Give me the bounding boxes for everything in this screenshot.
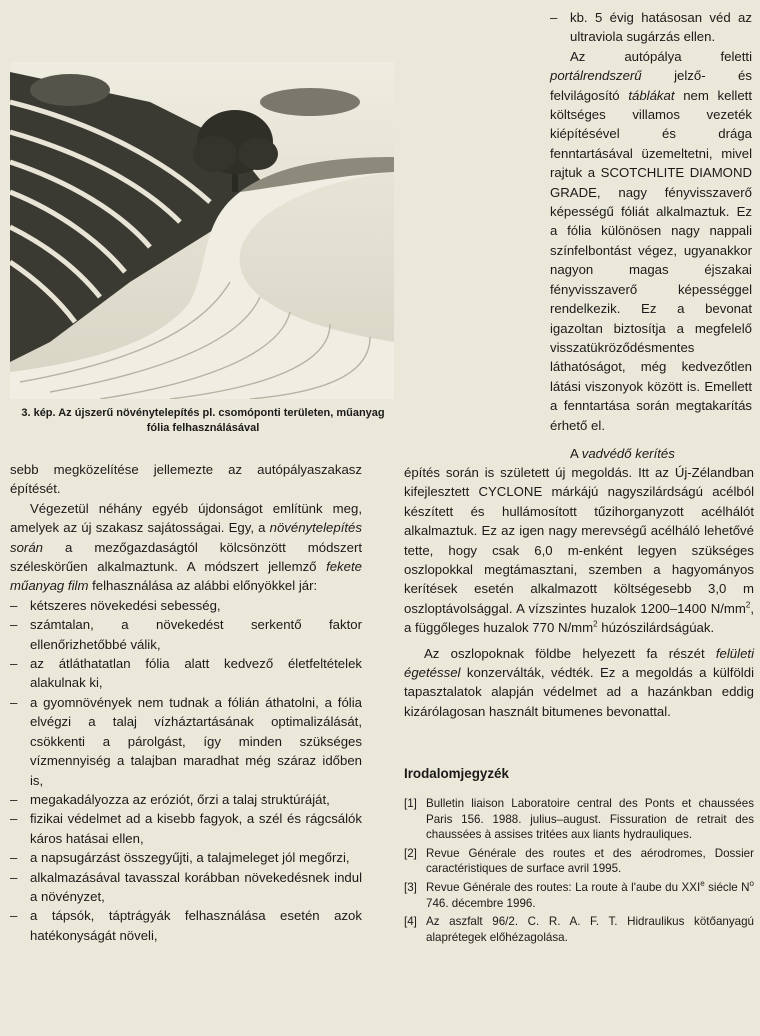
plastic-film-paragraph: Végezetül néhány egyéb újdonságot említünk meg, amelyek az új szakasz sajátosságai. Egy, a növénytelepítés során a mezőgazdaságtól kölcsönzött módszert széleskörűen alkalmaztunk. A módszert jellemző fekete műanyag film felhasználása az alábbi előnyökkel jár: xyxy=(10,500,362,594)
list-item: – fizikai védelmet ad a kisebb fagyok, a szél és rágcsálók káros hatásai ellen, xyxy=(10,809,362,848)
intro-paragraph: sebb megközelítése jellemezte az autópályaszakasz építését. xyxy=(10,462,362,497)
list-item: – megakadályozza az eróziót, őrzi a talaj struktúráját, xyxy=(10,790,362,809)
right-narrow-column xyxy=(550,8,752,435)
list-item: – kétszeres növekedési sebesség, xyxy=(10,596,362,615)
post-paragraph: Az oszlopoknak földbe helyezett fa részét felületi égetéssel konzerválták, védték. Ez a megoldás a külföldi tapasztalatok alapján védelmet ad a hazánkban eddig kizárólagosan használt bitumenes bevonattal. xyxy=(404,645,754,719)
list-item: – a gyomnövények nem tudnak a fólián áthatolni, a fólia elvégzi a talaj vízháztartásának optimalizálását, csökkenti a párolgást, így minden szükséges vízmennyiség a talajban maradhat még száraz időben is, xyxy=(10,693,362,790)
fence-paragraph-start: A vadvédő kerítés xyxy=(570,446,675,461)
list-item: – a napsugárzást összegyűjti, a talajmeleget jól megőrzi, xyxy=(10,848,362,867)
sign-paragraph: Az autópálya feletti portálrendszerű jelző- és felvilágosító táblákat nem kellett költséges villamos vezeték kiépítésével és drága fenntartásával üzemeltetni, mivel rajtuk a SCOTCHLITE DIAMOND GRADE, nagy fényvisszaverő képességű fóliát alkalmaztuk. Ez a fólia különösen nagy nappali színfelbontást végez, ugyanakkor nagyon magas éjszakai fényvisszaverő képességgel rendelkezik. Ez a bevonat igazoltan biztosítja a megfelelő visszatükröződésmentes láthatóságot, még kedvezőtlen látási viszonyok között is. Emellett a fenntartása során megtakarítás érhető el. xyxy=(550,48,752,433)
list-item: – számtalan, a növekedést serkentő faktor ellenőrizhetőbbé válik, xyxy=(10,615,362,654)
landscape-photo xyxy=(10,62,394,399)
list-item: – kb. 5 évig hatásosan véd az ultraviola sugárzás ellen. xyxy=(550,8,752,47)
advantages-list xyxy=(10,596,362,945)
reference-item: [3] Revue Générale des routes: La route à l'aube du XXIe siécle $N^o$ 746. décembre 1996. xyxy=(404,879,754,910)
photo-caption: 3. kép. Az újszerű növénytelepítés pl. csomóponti területen, műanyag fólia felhasználásával xyxy=(21,407,385,434)
reference-item: [2] Revue Générale des routes et des aérodromes, Dossier caractéristiques de surface avril 1995. xyxy=(404,846,754,876)
fence-paragraph: építés során is született új megoldás. Itt az Új-Zélandban kifejlesztett CYCLONE márkájú nagyszilárdságú acélból készített és hullámosított tűzihorganyzott acélhálót alkalmaztuk. Ez az igen nagy merevségű acélháló lehetővé tette, hogy csak 6,0 m-enként legyen szükséges oszlopokkal megtámasztani, szemben a hagyományos kerítések esetén alkalmazott költségesebb 3,0 m oszloptávolsággal. A vízszintes huzalok 1200–1400 $N/mm^2$, a függőleges huzalok 770 $N/mm^2$ húzószilárdságúak. Az oszlopoknak földbe helyezett fa részét felületi égetéssel konzerválták, védték. Ez a megoldás a külföldi tapasztalatok alapján védelmet ad a hazánkban eddig kizárólagosan használt bitumenes bevonattal. xyxy=(404,463,754,721)
references-list xyxy=(404,796,754,948)
right-column xyxy=(404,444,754,463)
list-item: – alkalmazásával tavasszal korábban növekedésnek indul a növényzet, xyxy=(10,868,362,907)
photo-illustration xyxy=(10,62,394,399)
reference-item: [4] Az aszfalt 96/2. C. R. A. F. T. Hidraulikus kötőanyagú alaprétegek előhézagolása. xyxy=(404,915,754,944)
list-item: – az átláthatatlan fólia alatt kedvező életfeltételek alakulnak ki, xyxy=(10,654,362,693)
references-title: Irodalomjegyzék xyxy=(404,766,509,781)
list-item: – a tápsók, táptrágyák felhasználása esetén azok hatékonyságát növeli, xyxy=(10,906,362,945)
reference-item: [1] Bulletin liaison Laboratoire central des Ponts et chaussées Paris 156. 1988. julius–august. Fissuration de retrait des chaussées à assises tritées aux liants hydrauliques. xyxy=(404,797,754,842)
left-column xyxy=(10,460,362,945)
continued-list xyxy=(550,8,752,47)
